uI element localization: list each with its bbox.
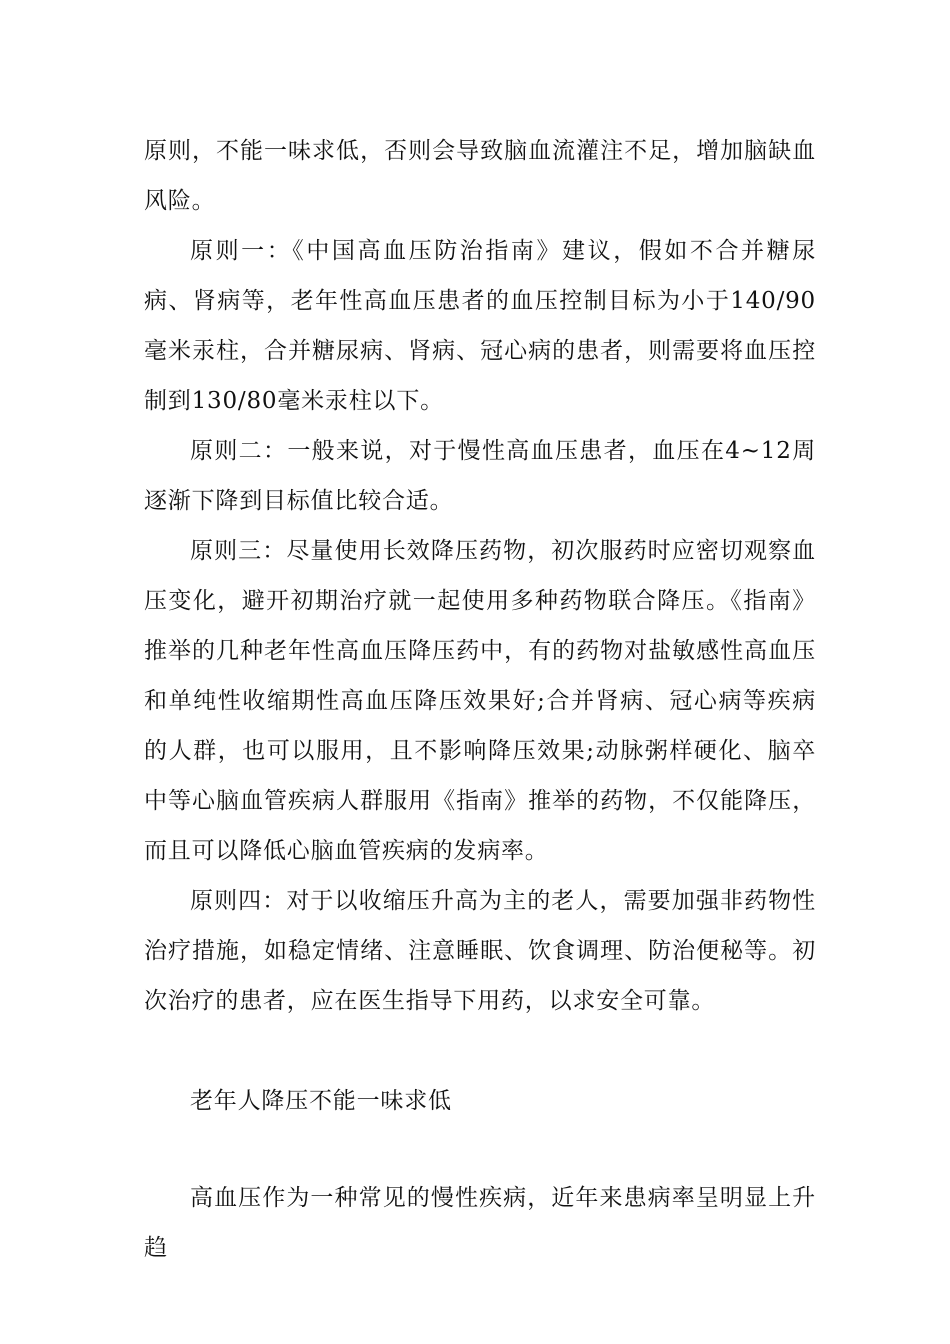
paragraph-intro: 高血压作为一种常见的慢性疾病，近年来患病率呈明显上升趋 <box>144 1185 816 1261</box>
paragraph-continuation: 原则，不能一味求低，否则会导致脑血流灌注不足，增加脑缺血风险。 <box>144 138 816 214</box>
paragraph-principle-four: 原则四：对于以收缩压升高为主的老人，需要加强非药物性治疗措施，如稳定情绪、注意睡眠、饮食调理、防治便秘等。初次治疗的患者，应在医生指导下用药，以求安全可靠。 <box>144 888 816 1014</box>
paragraph-principle-one: 原则一：《中国高血压防治指南》建议，假如不合并糖尿病、肾病等，老年性高血压患者的血压控制目标为小于140/90毫米汞柱，合并糖尿病、肾病、冠心病的患者，则需要将血压控制到130/80毫米汞柱以下。 <box>144 238 816 414</box>
paragraph-principle-two: 原则二：一般来说，对于慢性高血压患者，血压在4~12周逐渐下降到目标值比较合适。 <box>144 438 816 514</box>
paragraph-principle-three: 原则三：尽量使用长效降压药物，初次服药时应密切观察血压变化，避开初期治疗就一起使用多种药物联合降压。《指南》推举的几种老年性高血压降压药中，有的药物对盐敏感性高血压和单纯性收缩期性高血压降压效果好;合并肾病、冠心病等疾病的人群，也可以服用，且不影响降压效果;动脉粥样硬化、脑卒中等心脑血管疾病人群服用《指南》推举的药物，不仅能降压，而且可以降低心脑血管疾病的发病率。 <box>144 538 816 864</box>
section-heading: 老年人降压不能一味求低 <box>190 1088 452 1114</box>
